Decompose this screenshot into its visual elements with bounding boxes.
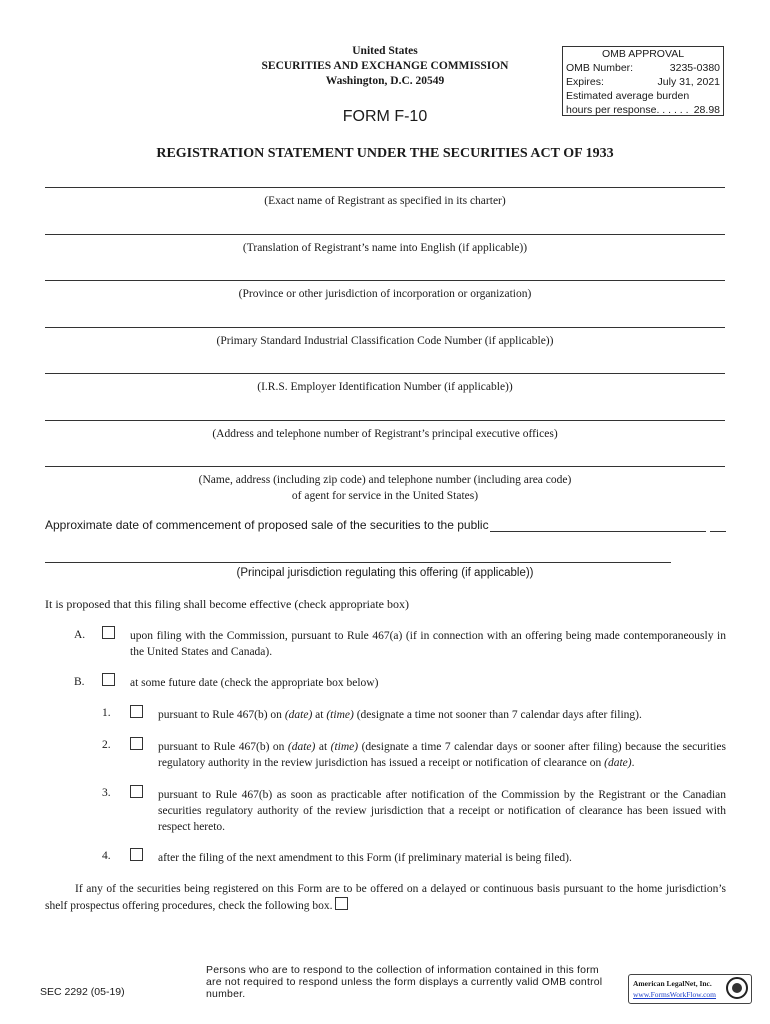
field-line-sic-code[interactable] bbox=[45, 327, 725, 328]
jurisdiction-caption: (Principal jurisdiction regulating this offering (if applicable)) bbox=[236, 567, 534, 579]
sub-option-3-text: pursuant to Rule 467(b) as soon as practicable after notification of the Commission by the Registrant or the Canadian securities regulatory authority of the review jurisdiction that a receipt or notification of clearance has been issued with respect hereto. bbox=[158, 789, 726, 833]
field-line-agent[interactable] bbox=[45, 466, 725, 467]
omb-expires-value: July 31, 2021 bbox=[657, 76, 720, 88]
sub-option-2-number: 2. bbox=[102, 739, 111, 751]
shelf-checkbox[interactable] bbox=[335, 897, 348, 910]
option-b-letter: B. bbox=[74, 676, 85, 688]
field-caption: (Address and telephone number of Registrant’s principal executive offices) bbox=[212, 428, 558, 440]
sub-option-2-checkbox[interactable] bbox=[130, 737, 143, 750]
option-a-text: upon filing with the Commission, pursuant to Rule 467(a) (if in connection with an offering being made contemporaneously in the United States and Canada). bbox=[130, 630, 726, 658]
approx-date-line[interactable] bbox=[490, 531, 706, 532]
omb-number-label: OMB Number: bbox=[566, 62, 634, 74]
form-title: FORM F-10 bbox=[342, 108, 428, 125]
sub-option-4-number: 4. bbox=[102, 850, 111, 862]
field-caption-continued: of agent for service in the United States) bbox=[291, 490, 479, 502]
sub-option-1-text: pursuant to Rule 467(b) on (date) at (time) (designate a time not sooner than 7 calendar days after filing). bbox=[158, 709, 642, 721]
option-b-text: at some future date (check the appropriate box below) bbox=[130, 677, 379, 689]
agency-header bbox=[230, 44, 540, 89]
field-caption: (I.R.S. Employer Identification Number (if applicable)) bbox=[257, 381, 513, 393]
option-a-checkbox[interactable] bbox=[102, 626, 115, 639]
omb-burden-line: Estimated average burden bbox=[566, 90, 690, 102]
omb-notice: Persons who are to respond to the collection of information contained in this form are not required to respond unless the form displays a currently valid OMB control number. bbox=[206, 964, 603, 1000]
seal-icon bbox=[726, 977, 748, 999]
agency-line-1: United States bbox=[352, 45, 418, 57]
option-a-letter: A. bbox=[74, 629, 86, 641]
sub-option-3-number: 3. bbox=[102, 787, 111, 799]
field-line-irs-number[interactable] bbox=[45, 373, 725, 374]
approx-date-line-end bbox=[710, 531, 726, 532]
sub-option-3-checkbox[interactable] bbox=[130, 785, 143, 798]
sub-option-2-text: pursuant to Rule 467(b) on (date) at (time) (designate a time 7 calendar days or sooner after filing) because the securities regulatory authority in the review jurisdiction has issued a receipt or notification of clearance on (date). bbox=[158, 741, 726, 769]
field-line-translation[interactable] bbox=[45, 234, 725, 235]
field-caption: (Primary Standard Industrial Classification Code Number (if applicable)) bbox=[216, 335, 554, 347]
sub-option-4-text: after the filing of the next amendment to this Form (if preliminary material is being filed). bbox=[158, 852, 572, 864]
omb-approval-box bbox=[562, 46, 724, 116]
sub-option-1-number: 1. bbox=[102, 707, 111, 719]
form-code: SEC 2292 (05-19) bbox=[40, 986, 125, 998]
agency-line-3: Washington, D.C. 20549 bbox=[325, 75, 445, 87]
effective-intro: It is proposed that this filing shall become effective (check appropriate box) bbox=[45, 597, 409, 611]
american-legalnet-logo bbox=[628, 974, 752, 1004]
field-caption: (Name, address (including zip code) and telephone number (including area code) bbox=[198, 474, 572, 486]
registration-title: REGISTRATION STATEMENT UNDER THE SECURITIES ACT OF 1933 bbox=[156, 146, 614, 161]
field-line-registrant-name[interactable] bbox=[45, 187, 725, 188]
field-caption: (Exact name of Registrant as specified in its charter) bbox=[264, 195, 506, 207]
field-line-address[interactable] bbox=[45, 420, 725, 421]
sub-option-1-checkbox[interactable] bbox=[130, 705, 143, 718]
omb-title: OMB APPROVAL bbox=[601, 48, 685, 60]
logo-url[interactable]: www.FormsWorkFlow.com bbox=[633, 990, 717, 999]
field-line-principal-jurisdiction[interactable] bbox=[45, 562, 671, 563]
field-caption: (Translation of Registrant’s name into English (if applicable)) bbox=[242, 242, 528, 254]
agency-line-2: SECURITIES AND EXCHANGE COMMISSION bbox=[261, 60, 509, 72]
approx-date-label: Approximate date of commencement of proposed sale of the securities to the public bbox=[45, 518, 489, 532]
omb-burden-value: 28.98 bbox=[693, 104, 720, 116]
field-line-jurisdiction[interactable] bbox=[45, 280, 725, 281]
omb-burden-label: hours per response. . . . . . bbox=[566, 104, 689, 116]
shelf-paragraph: If any of the securities being registered on this Form are to be offered on a delayed or continuous basis pursuant to the home jurisdiction’s shelf prospectus offering procedures, check the following box. bbox=[45, 883, 726, 912]
logo-name: American LegalNet, Inc. bbox=[633, 979, 712, 988]
sub-option-4-checkbox[interactable] bbox=[130, 848, 143, 861]
option-b-checkbox[interactable] bbox=[102, 673, 115, 686]
omb-expires-label: Expires: bbox=[566, 76, 604, 88]
field-caption: (Province or other jurisdiction of incorporation or organization) bbox=[238, 288, 532, 300]
omb-number-value: 3235-0380 bbox=[669, 62, 720, 74]
